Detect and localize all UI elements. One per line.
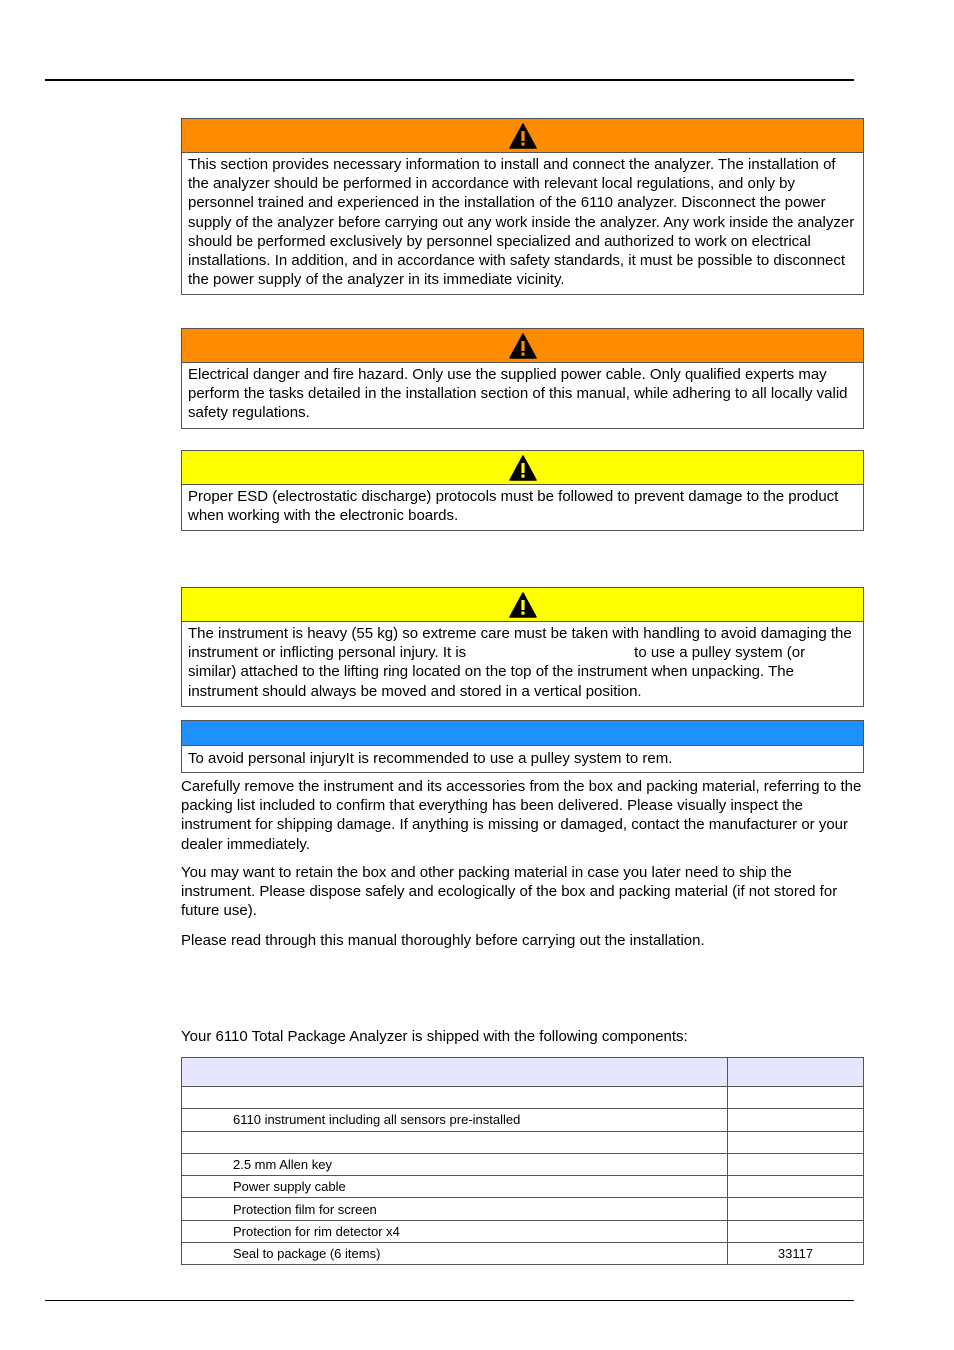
component-desc: Protection film for screen: [182, 1198, 728, 1220]
table-row: [182, 1131, 864, 1153]
table-row: [182, 1087, 864, 1109]
table-header-part: [728, 1058, 864, 1087]
component-desc: 2.5 mm Allen key: [182, 1153, 728, 1175]
caution-header: [182, 588, 863, 622]
notice-header: [182, 721, 863, 746]
table-row: [182, 1153, 864, 1175]
caution-header: [182, 451, 863, 485]
component-desc: [182, 1087, 728, 1109]
caution-box-heavy: [181, 587, 864, 707]
warning-triangle-icon: [509, 592, 537, 618]
paragraph-retain-box: You may want to retain the box and other packing material in case you later need to ship the instrument. Please dispose safely and ecologically of the box and packing material (if not stored for future use).: [181, 864, 838, 920]
footer-rule: [45, 1300, 854, 1301]
caution-text-part2: to use a pulley system (or similar) attached to the lifting ring located on the top of the instrument when unpacking. The instrument should always be moved and stored in a vertical position.: [188, 644, 806, 700]
component-desc: Protection for rim detector x4: [182, 1220, 728, 1242]
table-header-row: [182, 1058, 864, 1087]
caution-text: Proper ESD (electrostatic discharge) protocols must be followed to prevent damage to the product when working with the electronic boards.: [188, 488, 839, 525]
component-part: [728, 1109, 864, 1131]
warning-box-electrical: [181, 328, 864, 429]
caution-text-part1: The instrument is heavy (55 kg) so extreme care must be taken with handling to avoid damaging the instrument or inflicting personal injury. It is: [188, 625, 852, 662]
components-intro: Your 6110 Total Package Analyzer is shipped with the following components:: [181, 1028, 688, 1045]
table-row: [182, 1198, 864, 1220]
component-part: 33117: [728, 1243, 864, 1265]
caution-box-esd: [181, 450, 864, 531]
warning-box-installation: [181, 118, 864, 295]
component-part: [728, 1176, 864, 1198]
component-desc: [182, 1131, 728, 1153]
table-row: [182, 1176, 864, 1198]
components-table: [181, 1057, 864, 1265]
caution-text: [182, 622, 863, 706]
table-header-description: [182, 1058, 728, 1087]
table-row: [182, 1243, 864, 1265]
warning-header: [182, 329, 863, 363]
component-desc: Power supply cable: [182, 1176, 728, 1198]
notice-text: To avoid personal injuryIt is recommended to use a pulley system to rem.: [188, 750, 673, 767]
warning-triangle-icon: [509, 123, 537, 149]
component-desc: Seal to package (6 items): [182, 1243, 728, 1265]
notice-box: [181, 720, 864, 773]
table-row: [182, 1109, 864, 1131]
table-row: [182, 1220, 864, 1242]
paragraph-read-manual: Please read through this manual thoroughly before carrying out the installation.: [181, 932, 705, 949]
component-part: [728, 1087, 864, 1109]
warning-triangle-icon: [509, 333, 537, 359]
component-desc: 6110 instrument including all sensors pre-installed: [182, 1109, 728, 1131]
header-rule: [45, 79, 854, 81]
paragraph-unpacking: Carefully remove the instrument and its accessories from the box and packing material, referring to the packing list included to confirm that everything has been delivered. Please visually inspect the instrument for shipping damage. If anything is missing or damaged, contact the manufacturer or your dealer immediately.: [181, 778, 862, 853]
component-part: [728, 1220, 864, 1242]
warning-text: This section provides necessary information to install and connect the analyzer. The installation of the analyzer should be performed in accordance with relevant local regulations, and only by personnel trained and experienced in the installation of the 6110 analyzer. Disconnect the power supply of the analyzer before carrying out any work inside the analyzer. Any work inside the analyzer should be performed exclusively by personnel specialized and authorized to work on electrical installations. In addition, and in accordance with safety standards, it must be possible to disconnect the power supply of the analyzer in its immediate vicinity.: [188, 156, 855, 289]
component-part: [728, 1198, 864, 1220]
warning-triangle-icon: [509, 455, 537, 481]
warning-header: [182, 119, 863, 153]
component-part: [728, 1131, 864, 1153]
warning-text: Electrical danger and fire hazard. Only use the supplied power cable. Only qualified experts may perform the tasks detailed in the installation section of this manual, while adhering to all locally valid safety regulations.: [188, 366, 848, 422]
component-part: [728, 1153, 864, 1175]
